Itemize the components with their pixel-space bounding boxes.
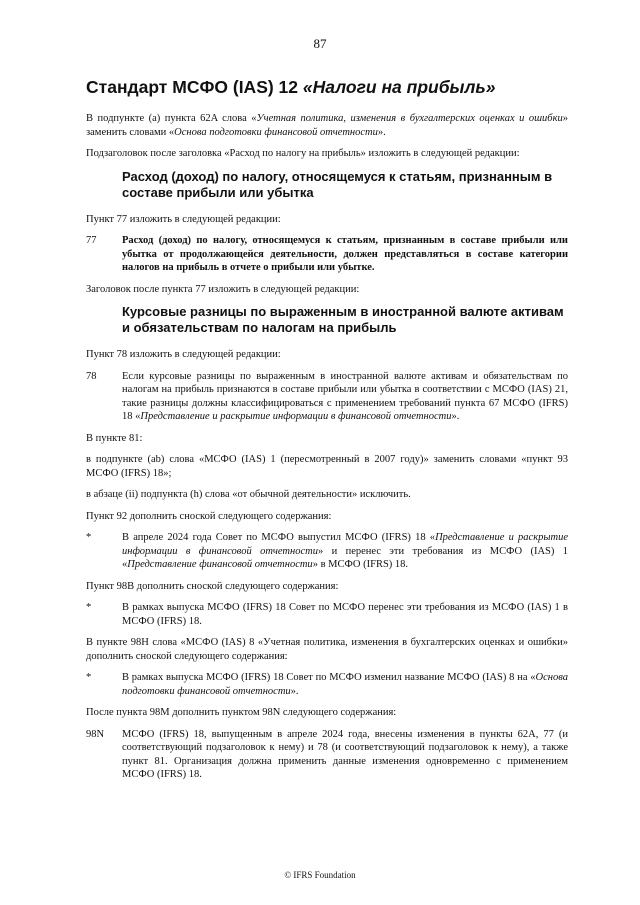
instruction-heading-77: Заголовок после пункта 77 изложить в следующей редакции: xyxy=(86,283,360,295)
instruction-98b: Пункт 98B дополнить сноской следующего содержания: xyxy=(86,580,339,592)
document-body xyxy=(86,76,568,790)
footnote-marker: * xyxy=(86,602,92,613)
paragraph-number: 77 xyxy=(86,235,97,246)
instruction-78: Пункт 78 изложить в следующей редакции: xyxy=(86,349,281,360)
footnote-98b xyxy=(86,601,568,628)
instruction-77: Пункт 77 изложить в следующей редакции: xyxy=(86,213,281,225)
paragraph-77 xyxy=(86,234,568,275)
subheading-tax-expense: Расход (доход) по налогу, относящемуся к статьям, признанным в составе прибыли или убытка xyxy=(122,168,553,200)
footnote-92 xyxy=(86,531,568,572)
paragraph-text: Расход (доход) по налогу, относящемуся к статьям, признанным в составе прибыли или убытка от продолжающейся деятельности, должен представляться в составе категории налогов на прибыль в отчете о прибыли или убытке. xyxy=(122,235,568,273)
instruction-81-h: в абзаце (ii) подпункта (h) слова «от обычной деятельности» исключить. xyxy=(86,489,411,500)
paragraph-text: Если курсовые разницы по выраженным в иностранной валюте активам и обязательствам по налогам на прибыль признаются в составе прибыли или убытка в соответствии с МСФО (IAS) 21, такие разницы должны классифицироваться с применением требований пункта 67 МСФО (IFRS) 18 «Представление и раскрытие информации в финансовой отчетности». xyxy=(122,370,568,422)
instruction-62a: В подпункте (a) пункта 62A слова «Учетная политика, изменения в бухгалтерских оценках и ошибки» заменить словами «Основа подготовки финансовой отчетности». xyxy=(86,113,568,138)
instruction-81: В пункте 81: xyxy=(86,432,143,444)
title-name: «Налоги на прибыль» xyxy=(302,77,496,97)
subheading-fx-differences: Курсовые разницы по выраженным в иностранной валюте активам и обязательствам по налогам на прибыль xyxy=(122,304,564,335)
footnote-98h xyxy=(86,671,568,698)
paragraph-text: МСФО (IFRS) 18, выпущенным в апреле 2024 года, внесены изменения в пункты 62A, 77 (и соответствующий подзаголовок к нему) и 78 (и соответствующий подзаголовок к нему), а также пункт 81. Организация должна применить данные изменения одновременно с применением МСФО (IFRS) 18. xyxy=(122,728,568,780)
page-title xyxy=(86,76,568,98)
paragraph-78 xyxy=(86,370,568,424)
instruction-98h: В пункте 98H слова «МСФО (IAS) 8 «Учетная политика, изменения в бухгалтерских оценках и ошибки» дополнить сноской следующего содержания: xyxy=(86,637,568,662)
footnote-marker: * xyxy=(86,532,92,543)
title-standard: Стандарт МСФО (IAS) 12 xyxy=(86,77,299,97)
footnote-text: В апреле 2024 года Совет по МСФО выпустил МСФО (IFRS) 18 «Представление и раскрытие информации в финансовой отчетности» и перенес эти требования из МСФО (IAS) 1 «Представление финансовой отчетности» в МСФО (IFRS) 18. xyxy=(122,532,568,570)
footnote-text: В рамках выпуска МСФО (IFRS) 18 Совет по МСФО перенес эти требования из МСФО (IAS) 1 в МСФО (IFRS) 18. xyxy=(122,602,568,627)
footnote-text: В рамках выпуска МСФО (IFRS) 18 Совет по МСФО изменил название МСФО (IAS) 8 на «Основа подготовки финансовой отчетности». xyxy=(122,672,568,697)
instruction-98n: После пункта 98M дополнить пунктом 98N следующего содержания: xyxy=(86,707,397,718)
paragraph-number: 98N xyxy=(86,728,105,740)
instruction-81-ab: в подпункте (ab) слова «МСФО (IAS) 1 (пересмотренный в 2007 году)» заменить словами «пункт 93 МСФО (IFRS) 18»; xyxy=(86,454,568,479)
instruction-subheading: Подзаголовок после заголовка «Расход по налогу на прибыль» изложить в следующей редакции: xyxy=(86,148,520,159)
paragraph-98n xyxy=(86,728,568,782)
footnote-marker: * xyxy=(86,672,92,683)
paragraph-number: 78 xyxy=(86,370,97,382)
footer-copyright: © IFRS Foundation xyxy=(284,870,356,880)
page-number: 87 xyxy=(313,36,327,51)
instruction-92: Пункт 92 дополнить сноской следующего содержания: xyxy=(86,510,332,522)
